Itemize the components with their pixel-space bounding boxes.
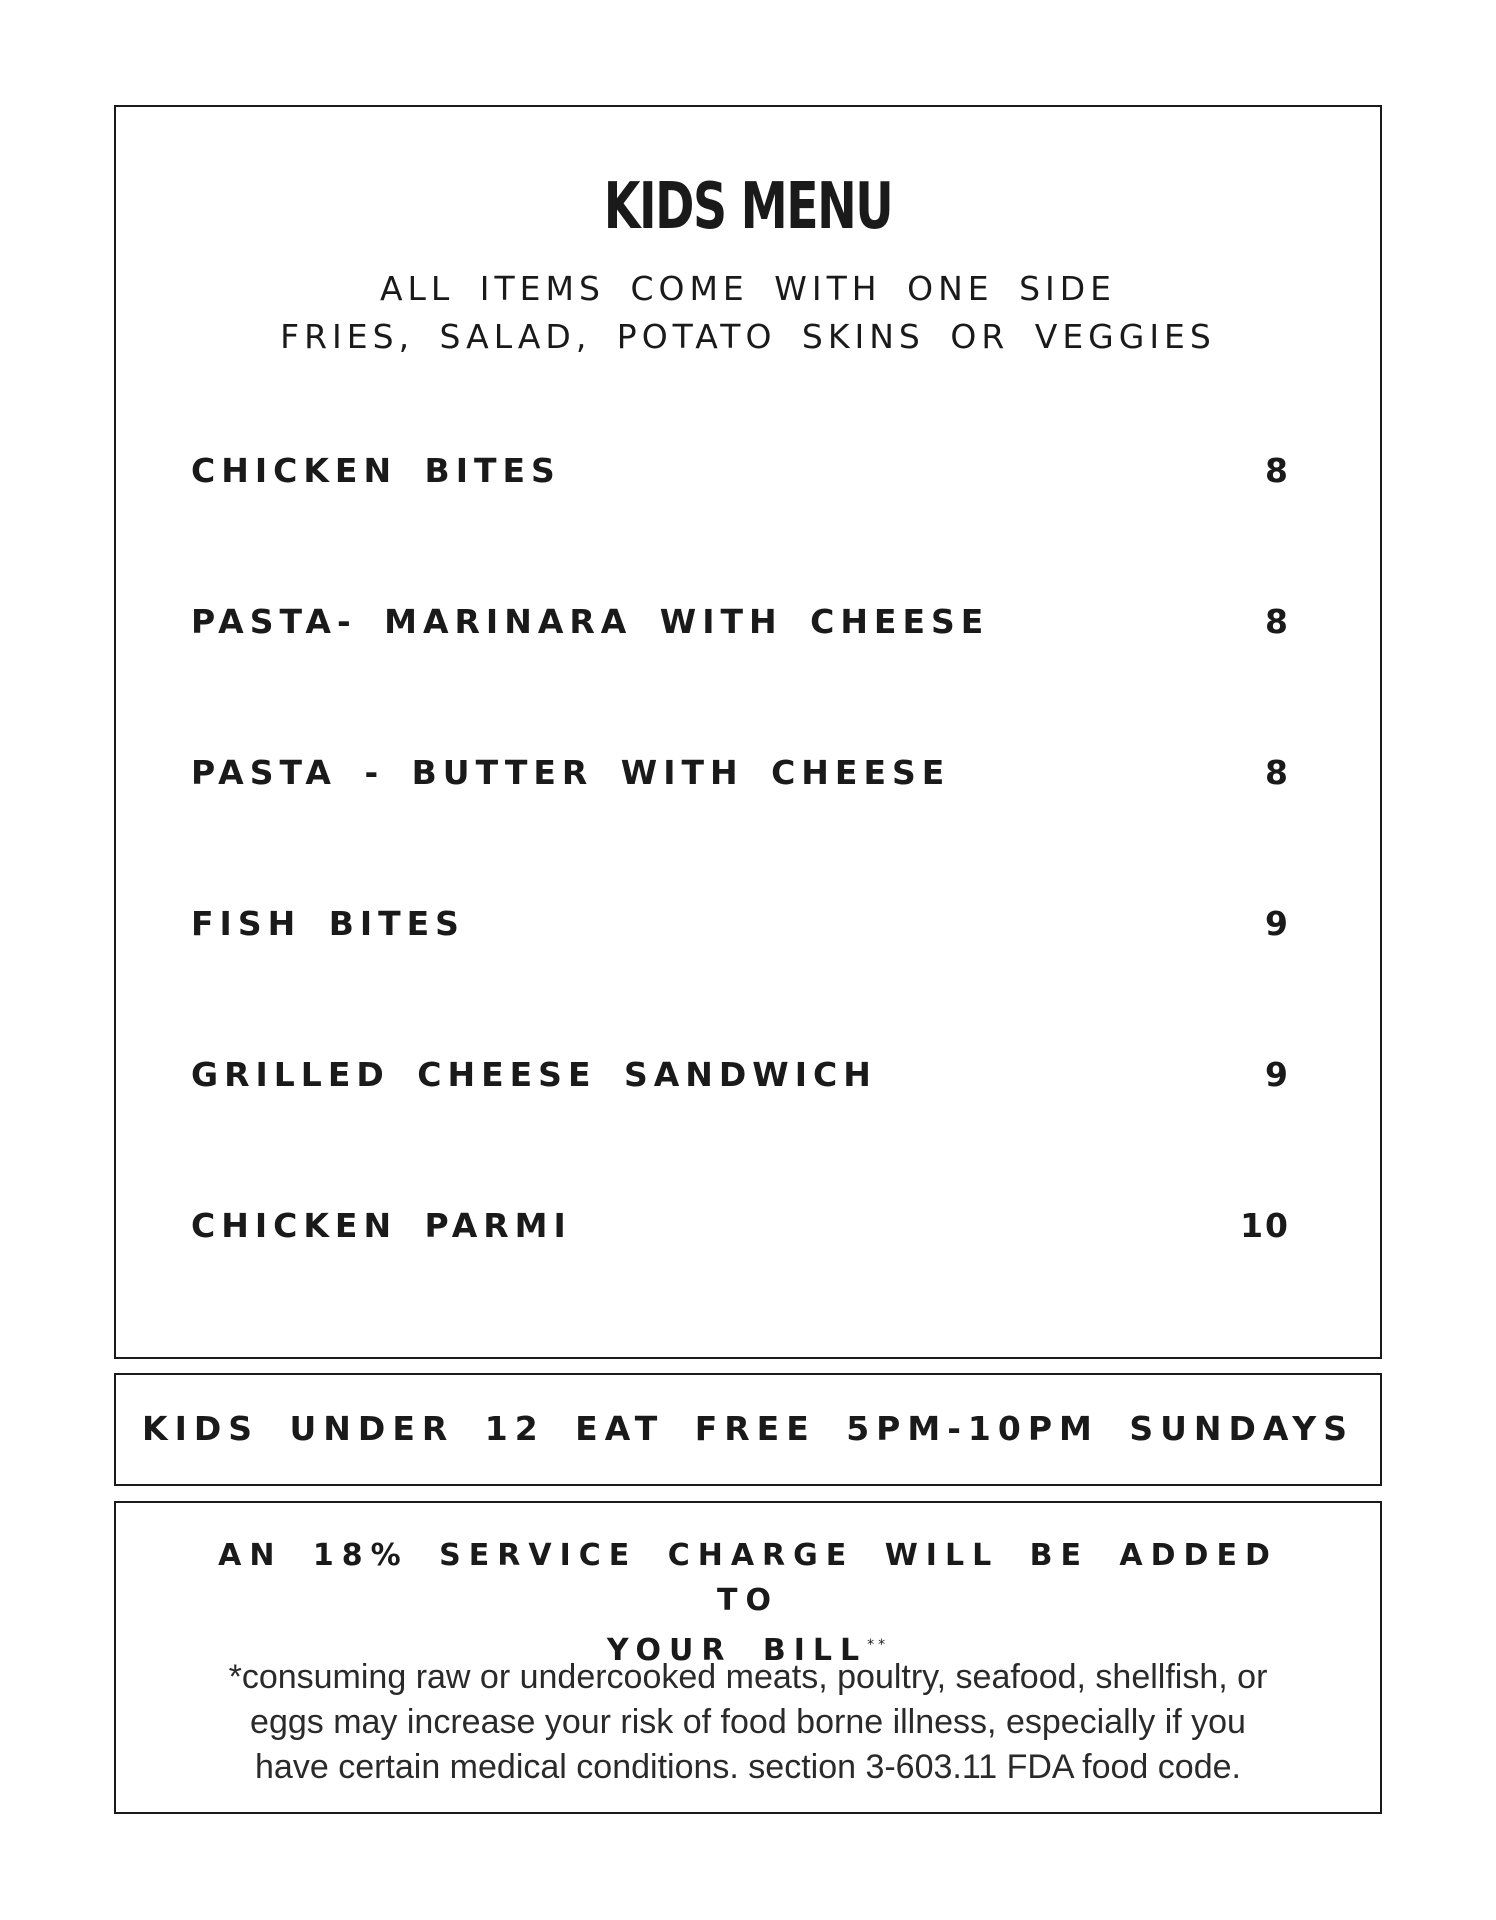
menu-item bbox=[191, 602, 1290, 753]
menu-item-price: 10 bbox=[1240, 1206, 1290, 1245]
kids-menu-panel bbox=[114, 105, 1382, 1359]
menu-item-name: PASTA- MARINARA WITH CHEESE bbox=[191, 602, 990, 641]
promo-text: KIDS UNDER 12 EAT FREE 5PM-10PM SUNDAYS bbox=[142, 1409, 1354, 1448]
menu-items-list bbox=[191, 451, 1290, 1357]
subtitle-line-2: FRIES, SALAD, POTATO SKINS OR VEGGIES bbox=[280, 317, 1216, 356]
menu-item bbox=[191, 1055, 1290, 1206]
menu-item bbox=[191, 451, 1290, 602]
service-charge-line-2-text: YOUR BILL bbox=[606, 1633, 868, 1668]
menu-item bbox=[191, 1206, 1290, 1357]
disclaimer-line-1: *consuming raw or undercooked meats, poultry, seafood, shellfish, or bbox=[228, 1658, 1268, 1696]
disclaimer-line-2: eggs may increase your risk of food borne illness, especially if you bbox=[250, 1703, 1246, 1741]
menu-item-name: FISH BITES bbox=[191, 904, 465, 943]
menu-item-name: CHICKEN PARMI bbox=[191, 1206, 572, 1245]
food-safety-disclaimer bbox=[176, 1655, 1320, 1790]
menu-item-name: PASTA - BUTTER WITH CHEESE bbox=[191, 753, 951, 792]
disclaimer-line-3: have certain medical conditions. section 3-603.11 FDA food code. bbox=[255, 1748, 1241, 1786]
service-charge-asterisks: ** bbox=[867, 1637, 890, 1653]
service-charge-notice bbox=[196, 1533, 1300, 1673]
menu-subtitle bbox=[116, 265, 1380, 361]
menu-item bbox=[191, 904, 1290, 1055]
notice-panel bbox=[114, 1501, 1382, 1814]
promo-banner bbox=[114, 1373, 1382, 1486]
menu-item-price: 9 bbox=[1265, 1055, 1290, 1094]
service-charge-line-1: AN 18% SERVICE CHARGE WILL BE ADDED TO bbox=[218, 1538, 1278, 1618]
menu-item-price: 8 bbox=[1265, 602, 1290, 641]
menu-item-name: GRILLED CHEESE SANDWICH bbox=[191, 1055, 877, 1094]
subtitle-line-1: ALL ITEMS COME WITH ONE SIDE bbox=[379, 269, 1117, 308]
menu-item-price: 8 bbox=[1265, 451, 1290, 490]
menu-title: KIDS MENU bbox=[603, 170, 893, 244]
menu-item-name: CHICKEN BITES bbox=[191, 451, 561, 490]
menu-item-price: 9 bbox=[1265, 904, 1290, 943]
menu-item bbox=[191, 753, 1290, 904]
menu-item-price: 8 bbox=[1265, 753, 1290, 792]
